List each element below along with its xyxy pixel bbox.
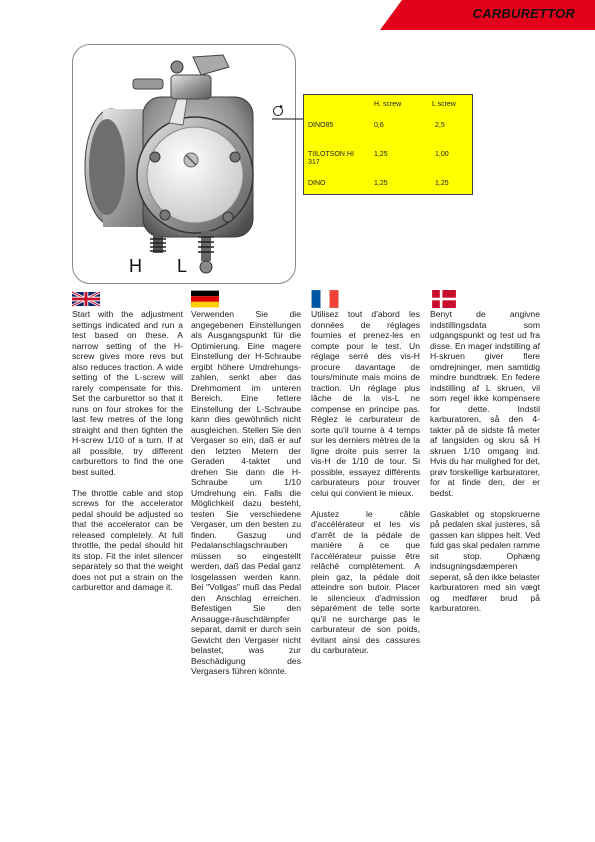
paragraph: Verwenden Sie die angegebenen Einstellungen als Ausgangspunkt für die Optimierung. Eine magere Einstellung der H-Schraube ergibt höhere Umdrehungs-zahlen, senkt aber das Drehmoment im unteren Bereich. Eine fettere Einstellung der L-Schraube kann dies gewöhnlich nicht ausgleichen. Stellen Sie den Vergaser so ein, daß er auf den letzten Metern der Geraden 4-taktet und drehen Sie dann die H-Schraube um 1/10 Umdrehung ein. Falls die Möglichkeit dazu besteht, testen Sie verschiedene Vergaser, um den besten zu finden. Gaszug und Pedalanschlagschrauben müssen so eingestellt werden, daß das Pedal ganz losgelassen werden kann. Bei "Vollgas" muß das Pedal den Anschlag erreichen. Befestigen Sie den Ansaugge-räuschdämpfer separat, damit er durch sein Gewicht den Vergaser nicht belastet, was zur Beschädigung des Vergasers führen könnte. <box>191 309 301 676</box>
paragraph: Ajustez le câble d'accélérateur et les vis d'arrêt de la pédale de manière à ce que l'accélérateur puisse être relâché complètement. A plein gaz, la pédale doit atteindre son butoir. Placer le silencieux d'admission séparément de telle sorte qu'il ne surcharge pas le carburateur de son poids, évitant ainsi des cassures du carburateur. <box>311 508 420 655</box>
column-header-h: H. screw <box>374 101 402 108</box>
header-banner <box>380 0 595 30</box>
row-l-value: 1,25 <box>435 180 449 187</box>
danish-flag-icon <box>430 290 458 308</box>
paragraph: Start with the adjustment settings indicated and run a test based on these. A narrow setting of the H-screw gives more revs but also reduces traction. A wide setting of the L-screw will rarely compensate for this. Set the carburettor so that it runs on four strokes for the last few metres of the long straight and then tighten the H-screw 1/10 of a turn. If at all possible, try different carburettors to find the one best suited. <box>72 309 183 477</box>
row-h-value: 0,6 <box>374 122 384 129</box>
row-h-value: 1,25 <box>374 180 388 187</box>
french-flag-icon <box>311 290 339 308</box>
paragraph: Benyt de angivne indstillingsdata som udgangspunkt og test ud fra disse. En mager indstilling af H-skruen giver flere omdrejninger, men samtidig mindre bundtræk. En federe indstilling af L skruen, vil som regel ikke kompensere for dette. Indstil karburatoren, så den 4-takter på de sidste få meter af langsiden og skru så H skruen 1/10 omgang ind. Hvis du har mulighed for det, prøv forskellige karburatorer, for at finde den, der er bedst. <box>430 309 540 498</box>
uk-flag-icon <box>72 290 100 308</box>
row-name: TIILOTSON HI 317 <box>308 151 354 166</box>
danish-text-column <box>430 309 540 624</box>
paragraph: The throttle cable and stop screws for the accelerator pedal should be adjusted so that the accelerator can be released completely. At full throttle, the pedal should hit its stop. Fit the inlet silencer separately so that the weight does not put a strain on the carburettor and damage it. <box>72 487 183 592</box>
row-l-value: 2,5 <box>435 122 445 129</box>
german-flag-icon <box>191 290 219 308</box>
row-name: DINO85 <box>308 122 334 129</box>
paragraph: Utilisez tout d'abord les données de réglages fournies et prenez-les en compte pour le test. Un réglage serré des vis-H procure davantage de tours/minute mais moins de traction. Un réglage plus lâche de la vis-L ne compense en principe pas. Réglez le carburateur de sorte qu'il tourne à 4 temps sur les derniers mètres de la ligne droite puis serrer la vis-H de 1/10 de tour. Si possible, essayez différents carburateurs pour trouver celui qui convient le mieux. <box>311 309 420 498</box>
row-name: DINO <box>308 180 326 187</box>
paragraph: Gaskablet og stopskruerne på pedalen skal justeres, så gassen kan slippes helt. Ved fuld gas skal pedalen ramme sit stop. Ophæng indsugningsdæmperen seperat, så den ikke belaster karburatoren med sin vægt og medfører brud på karburatoren. <box>430 508 540 613</box>
german-text-column <box>191 309 301 687</box>
rotation-icon <box>272 102 306 122</box>
french-text-column <box>311 309 420 666</box>
carburettor-illustration <box>73 45 296 284</box>
page-title: CARBURETTOR <box>472 6 575 21</box>
row-h-value: 1,25 <box>374 151 388 158</box>
carburettor-photo <box>72 44 296 284</box>
l-screw-label: L <box>177 256 188 276</box>
screw-settings-table <box>303 94 473 195</box>
h-screw-label: H <box>129 256 142 276</box>
column-header-l: L screw <box>432 101 456 108</box>
english-text-column <box>72 309 183 603</box>
row-l-value: 1,00 <box>435 151 449 158</box>
